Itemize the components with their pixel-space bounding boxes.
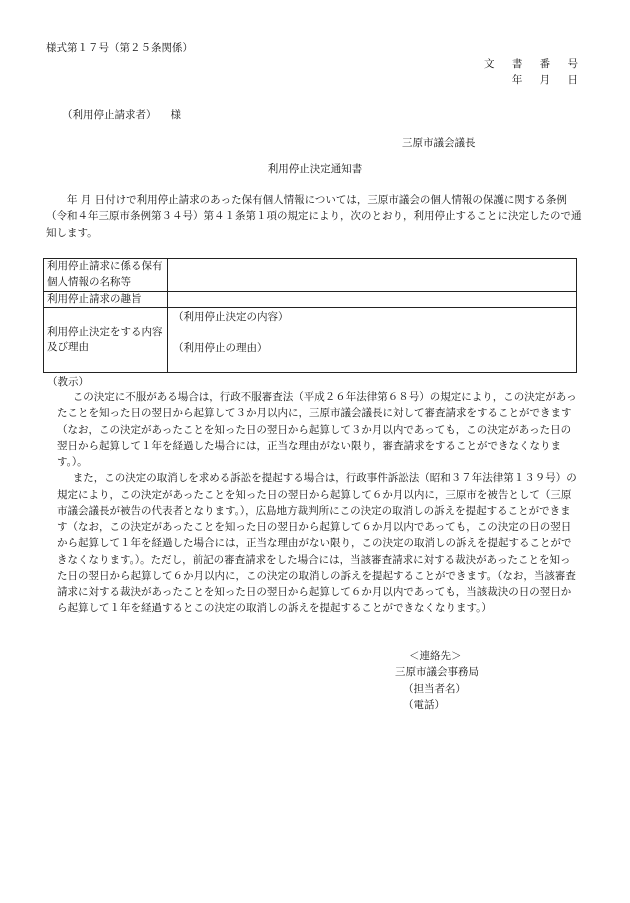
notice-section <box>57 389 580 617</box>
contact-block <box>395 648 479 713</box>
addressee-name: （利用停止請求者） <box>62 109 157 121</box>
table-row <box>44 291 577 308</box>
table-value-information-name <box>168 259 577 292</box>
contact-office: 三原市議会事務局 <box>395 666 479 679</box>
table-value-request-purpose <box>168 291 577 308</box>
intro-paragraph: 年 月 日付けで利用停止請求のあった保有個人情報については，三原市議会の個人情報の保護に関する条例（令和４年三原市条例第３４号）第４１条第１項の規定により，次のとおり，利用停止することに決定したので通知します。 <box>46 194 582 239</box>
contact-person: （担当者名） <box>403 682 466 695</box>
addressee <box>62 108 181 123</box>
decision-reason-sublabel: （利用停止の理由） <box>173 342 268 354</box>
sender: 三原市議会議長 <box>402 137 476 149</box>
info-table <box>43 258 577 373</box>
table-label-information-name: 利用停止請求に係る保有個人情報の名称等 <box>44 259 168 292</box>
table-row <box>44 259 577 292</box>
notice-paragraph-appeal: この決定に不服がある場合は，行政不服審査法（平成２６年法律第６８号）の規定により，この決定があったことを知った日の翌日から起算して３か月以内に，三原市議会議長に対して審査請求をすることができます（なお，この決定があったことを知った日の翌日から起算して３か月以内であっても，この決定があった日の翌日から起算して１年を経過した場合には，正当な理由がない限り，審査請求をすることができなくなります。）。 <box>57 391 577 469</box>
table-row <box>44 308 577 373</box>
notice-label: （教示） <box>47 376 89 388</box>
date-label: 年 月 日 <box>511 74 585 87</box>
table-value-decision-content <box>168 308 577 373</box>
table-label-decision-content: 利用停止決定をする内容及び理由 <box>44 308 168 373</box>
contact-phone: （電話） <box>403 698 445 711</box>
contact-heading: ＜連絡先＞ <box>409 650 462 662</box>
table-label-request-purpose: 利用停止請求の趣旨 <box>44 291 168 308</box>
notice-paragraph-lawsuit: また，この決定の取消しを求める訴訟を提起する場合は，行政事件訴訟法（昭和３７年法律第１３９号）の規定により，この決定があったことを知った日の翌日から起算して６か月以内に，三原市を被告として（三原市議会議長が被告の代表者となります。），広島地方裁判所にこの決定の取消しの訴えを提起することができます（なお，この決定があったことを知った日の翌日から起算して６か月以内であっても，この決定の日の翌日から起算して１年を経過した場合には，正当な理由がない限り，この決定の取消しの訴えを提起することができなくなります。）。ただし，前記の審査請求をした場合には，当該審査請求に対する裁決があったことを知った日の翌日から起算して６か月以内に，この決定の取消しの訴えを提起することができます。（なお，当該審査請求に対する裁決があったことを知った日の翌日から起算して６か月以内であっても，当該裁決の日の翌日から起算して１年を経過するとこの決定の取消しの訴えを提起することができなくなります。） <box>57 472 577 615</box>
document-title: 利用停止決定通知書 <box>267 163 363 175</box>
document-meta <box>483 56 585 89</box>
addressee-honorific: 様 <box>170 109 181 121</box>
document-number-label: 文 書 番 号 <box>483 58 585 70</box>
decision-content-sublabel: （利用停止決定の内容） <box>173 311 289 324</box>
form-number: 様式第１７号（第２５条関係） <box>46 42 193 54</box>
